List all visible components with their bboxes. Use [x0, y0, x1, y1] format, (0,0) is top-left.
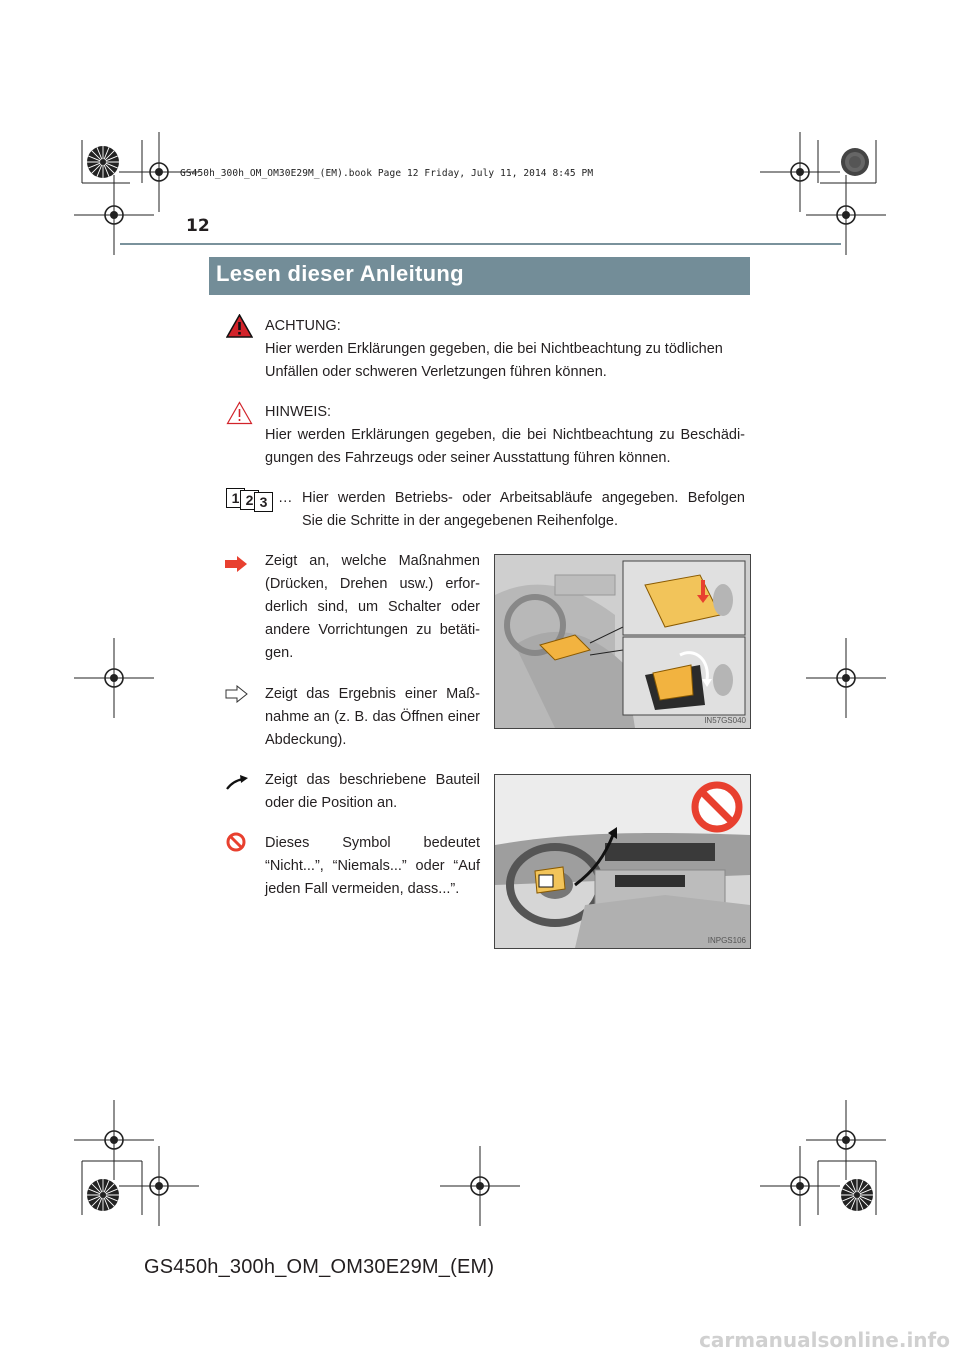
hinweis-text-line2: gungen des Fahrzeugs oder seiner Ausstattung führen können.	[265, 450, 671, 466]
action-line-1: Zeigt an, welche Maßnahmen	[265, 553, 480, 569]
dashboard-illustration	[495, 775, 750, 948]
hinweis-text-line1: Hier werden Erklärungen gegeben, die bei Nichtbeachtung zu Beschädi-	[265, 427, 745, 443]
center-console-illustration	[495, 555, 750, 728]
header-rule	[120, 243, 841, 245]
step-digit-2: 2	[240, 490, 259, 510]
action-line-3: derlich sind, um Schalter oder	[265, 599, 480, 615]
achtung-text: Hier werden Erklärungen gegeben, die bei Nichtbeachtung zu tödlichen Unfällen oder schweren Verletzungen führen können.	[265, 341, 723, 380]
footer-model-code: GS450h_300h_OM_OM30E29M_(EM)	[144, 1256, 495, 1278]
watermark: carmanualsonline.info	[699, 1328, 950, 1352]
prohibition-line-1: Dieses Symbol bedeutet	[265, 835, 480, 851]
steps-text-line1: Hier werden Betriebs- oder Arbeitsabläufe angegeben. Befolgen	[302, 490, 745, 506]
step-digit-1: 1	[226, 488, 245, 508]
result-arrow-icon	[225, 685, 248, 703]
action-arrow-icon	[225, 556, 247, 572]
section-title: Lesen dieser Anleitung	[216, 261, 464, 286]
result-line-2: nahme an (z. B. das Öffnen einer	[265, 709, 480, 725]
book-info-line: GS450h_300h_OM_OM30E29M_(EM).book Page 12 Friday, July 11, 2014 8:45 PM	[180, 168, 594, 179]
result-arrow-description	[265, 683, 480, 752]
prohibition-description	[265, 832, 480, 901]
step-numbers-icon	[226, 488, 274, 510]
steps-text-line2: Sie die Schritte in der angegebenen Reihenfolge.	[302, 513, 619, 529]
pointer-line-2: oder die Position an.	[265, 795, 398, 811]
warning-triangle-icon	[226, 314, 253, 338]
pointer-line-1: Zeigt das beschriebene Bauteil	[265, 772, 480, 788]
action-line-5: gen.	[265, 645, 294, 661]
achtung-label: ACHTUNG:	[265, 318, 341, 334]
figure2-code: INPGS106	[707, 936, 746, 945]
action-arrow-description	[265, 550, 480, 665]
figure1-code: IN57GS040	[704, 716, 746, 725]
page-number: 12	[186, 216, 210, 236]
step-digit-3: 3	[254, 492, 273, 512]
prohibition-icon	[226, 832, 246, 852]
steps-ellipsis: …	[278, 490, 293, 506]
result-line-3: Abdeckung).	[265, 732, 347, 748]
hinweis-label: HINWEIS:	[265, 404, 332, 420]
prohibition-line-3: jeden Fall vermeiden, dass...”.	[265, 881, 460, 897]
action-line-2: (Drücken, Drehen usw.) erfor-	[265, 576, 480, 592]
pointer-arrow-description	[265, 769, 480, 815]
pointer-arrow-icon	[226, 774, 248, 790]
figure-center-console	[494, 554, 751, 729]
caution-triangle-icon	[226, 401, 253, 425]
figure-dashboard	[494, 774, 751, 949]
prohibition-line-2: “Nicht...”, “Niemals...” oder “Auf	[265, 858, 480, 874]
action-line-4: andere Vorrichtungen zu betäti-	[265, 622, 480, 638]
result-line-1: Zeigt das Ergebnis einer Maß-	[265, 686, 480, 702]
